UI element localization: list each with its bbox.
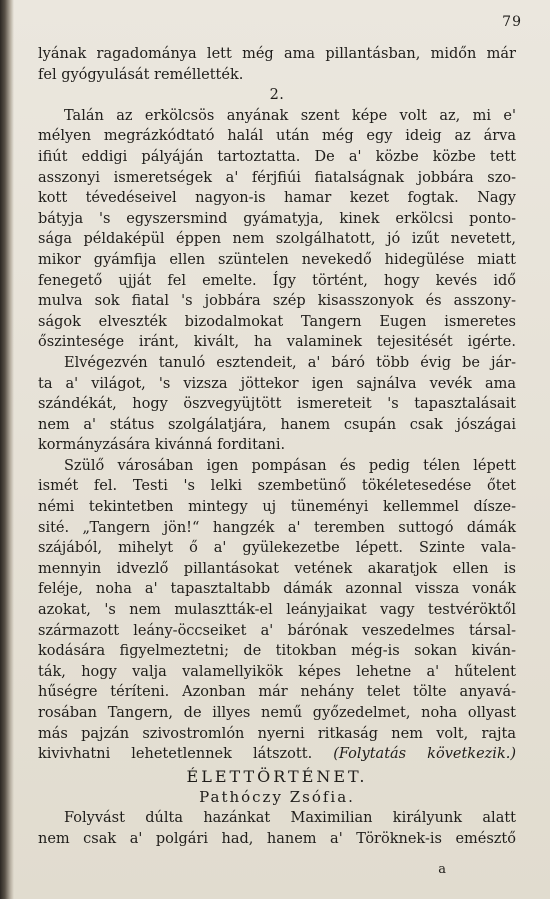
text-line: mulva sok fiatal 's jobbára szép kisasszonyok és asszony- [38,293,516,310]
text-line: ifiút eddigi pályáján tartoztatta. De a' közbe közbe tett [38,148,516,165]
text-line: asszonyi ismeretségek a' férjfiúi fiatalságnak jobbára szo- [38,169,516,186]
text-line: Folyvást dúlta hazánkat Maximilian királyunk alatt [64,809,516,826]
text-line: bátyja 's egyszersmind gyámatyja, kinek erkölcsi ponto- [38,210,516,227]
text-line-start: kivivhatni lehetetlennek látszott. [38,746,313,763]
text-line: azokat, 's nem mulasztták-el leányjaikat vagy testvéröktől [38,602,516,619]
text-line: némi tekintetben mintegy uj tüneményi kellemmel dísze- [38,499,516,516]
signature-mark: a [438,862,446,877]
text-line: mélyen megrázkódtató halál után még egy ideig az árva [38,128,516,145]
page-binding-edge [0,0,14,899]
text-line: kodására figyelmeztetni; de titokban még-is sokan kiván- [38,643,516,660]
text-line: kormányzására kivánná forditani. [38,437,286,454]
text-line: hűségre téríteni. Azonban már nehány telet tölte anyavá- [38,684,516,701]
section-number: 2. [269,87,285,104]
text-line: lyának ragadománya lett még ama pillantásban, midőn már [38,46,516,62]
text-line: mennyin idvezlő pillantásokat vetének akaratjok ellen is [38,560,516,577]
text-line: Elvégezvén tanuló esztendeit, a' báró több évig be jár- [64,354,516,371]
continuation-note: (Folytatás következik.) [333,746,516,763]
text-line: fenegető ujját fel emelte. Így történt, hogy kevés idő [38,272,516,289]
story-author: Pathóczy Zsófia. [199,788,355,807]
text-line: mikor gyámfija ellen szüntelen nevekedő hidegülése miatt [38,251,516,268]
page-body [38,44,516,849]
text-line: kott tévedéseivel nagyon-is hamar kezet fogtak. Nagy [38,190,516,207]
text-line: sité. „Tangern jön!“ hangzék a' teremben suttogó dámák [38,519,516,536]
text-line: sága példaképül éppen nem szolgálhatott, jó izűt nevetett, [38,231,516,248]
text-line: más pajzán szivostromlón nyerni ritkaság nem volt, rajta [38,725,516,742]
text-line: rosában Tangern, de illyes nemű győzedelmet, noha ollyast [38,705,516,721]
text-line: szándékát, hogy öszvegyüjtött ismereteit 's tapasztalásait [38,396,516,413]
text-line: ságok elveszték bizodalmokat Tangern Eugen ismeretes [38,313,516,330]
text-line: ták, hogy valja valamellyikök képes lehetne a' hűtelent [38,663,516,680]
text-line-with-note [38,744,516,765]
text-line: őszintesége iránt, kivált, ha valaminek tejesitését igérte. [38,334,516,351]
text-line: Szülő városában igen pompásan és pedig télen lépett [64,457,516,474]
text-line: Talán az erkölcsös anyának szent képe volt az, mi e' [64,107,516,124]
text-line: származott leány-öccseiket a' bárónak veszedelmes társal- [38,622,516,639]
text-line: ta a' világot, 's vizsza jöttekor igen sajnálva vevék ama [38,375,516,392]
text-line: nem a' státus szolgálatjára, hanem csupán csak jószágai [38,416,516,433]
text-line: szájából, mihelyt ő a' gyülekezetbe lépett. Szinte vala- [38,540,516,557]
text-line: ismét fel. Testi 's lelki szembetünő tökéletesedése őtet [38,478,516,495]
text-line: feléje, noha a' tapasztaltabb dámák azonnal vissza vonák [38,581,516,598]
text-line: nem csak a' polgári had, hanem a' Töröknek-is emésztő [38,830,516,847]
page-number: 79 [502,14,522,30]
text-line: fel gyógyulását reméllették. [38,66,244,83]
story-heading: ÉLETTÖRTÉNET. [186,766,368,786]
